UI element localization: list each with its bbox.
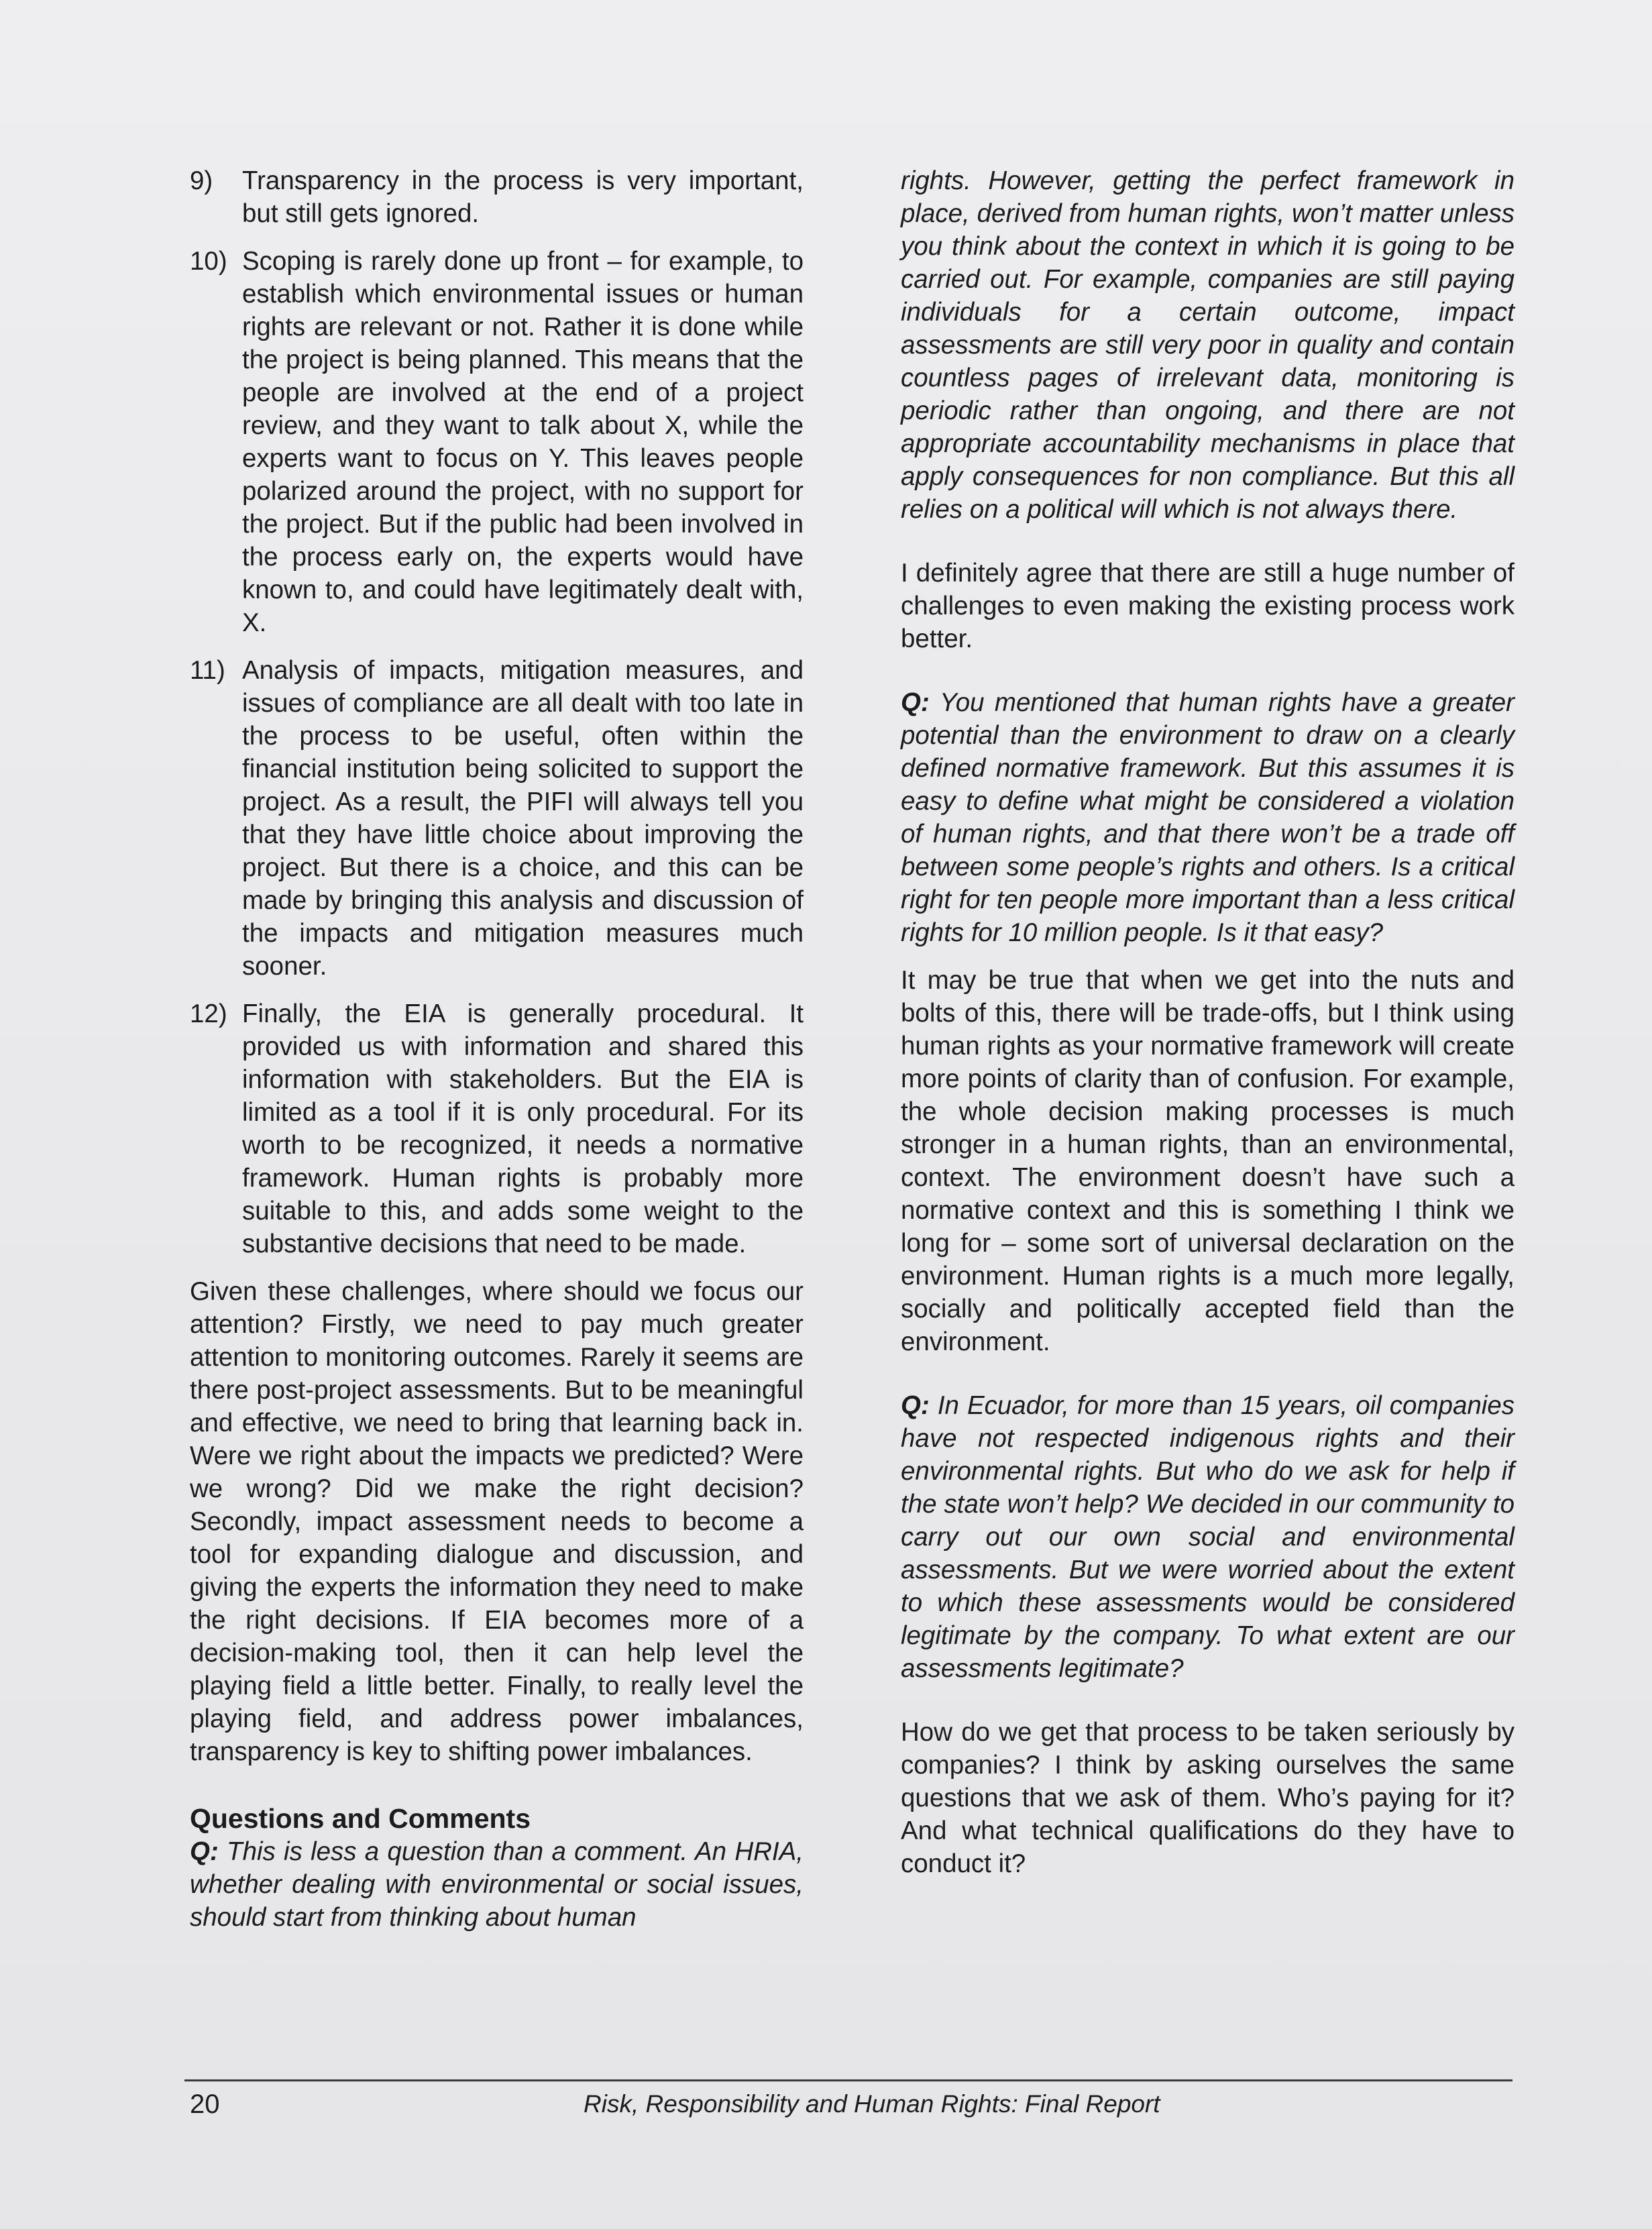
question-label: Q: xyxy=(901,688,930,717)
question-text: You mentioned that human rights have a greater potential than the environment to draw on a clearly defined normative framework. But this assumes it is easy to define what might be considered a violation of human rights, and that there won’t be a trade off between some people’s rights and others. Is a critical right for ten people more important than a less critical rights for 10 million people. Is it that easy? xyxy=(901,688,1515,947)
answer-paragraph: I definitely agree that there are still a huge number of challenges to even making the existing process work better. xyxy=(901,559,1515,653)
list-number: 9) xyxy=(190,166,213,195)
running-title: Risk, Responsibility and Human Rights: Final Report xyxy=(584,2090,1160,2118)
list-item xyxy=(190,997,804,1260)
list-item-text: Analysis of impacts, mitigation measures, and issues of compliance are all dealt with too late in the process to be useful, often within the financial institution being solicited to support the project. As a result, the PIFI will always tell you that they have little choice about improving the project. But there is a choice, and this can be made by bringing this analysis and discussion of the impacts and mitigation measures much sooner. xyxy=(242,656,804,981)
question-paragraph xyxy=(901,686,1515,949)
question-text: In Ecuador, for more than 15 years, oil companies have not respected indigenous rights and their environmental rights. But who do we ask for help if the state won’t help? We decided in our community to carry out our own social and environmental assessments. But we were worried about the extent to which these assessments would be considered legitimate by the company. To what extent are our assessments legitimate? xyxy=(901,1391,1515,1683)
answer-paragraph: How do we get that process to be taken seriously by companies? I think by asking ourselves the same questions that we ask of them. Who’s paying for it? And what technical qualifications do they have to conduct it? xyxy=(901,1718,1515,1878)
body-paragraph: Given these challenges, where should we focus our attention? Firstly, we need to pay much greater attention to monitoring outcomes. Rarely it seems are there post-project assessments. But to be meaningful and effective, we need to bring that learning back in. Were we right about the impacts we predicted? Were we wrong? Did we make the right decision? Secondly, impact assessment needs to become a tool for expanding dialogue and discussion, and giving the experts the information they need to make the right decisions. If EIA becomes more of a decision-making tool, then it can help level the playing field a little better. Finally, to really level the playing field, and address power imbalances, transparency is key to shifting power imbalances. xyxy=(190,1277,804,1766)
list-item xyxy=(190,164,804,230)
answer-paragraph: It may be true that when we get into the nuts and bolts of this, there will be trade-offs, but I think using human rights as your normative framework will create more points of clarity than of confusion. For example, the whole decision making processes is much stronger in a human rights, than an environmental, context. The environment doesn’t have such a normative context and this is something I think we long for – some sort of universal declaration on the environment. Human rights is a much more legally, socially and politically accepted field than the environment. xyxy=(901,966,1515,1356)
list-number: 12) xyxy=(190,999,227,1028)
list-item xyxy=(190,245,804,639)
question-paragraph xyxy=(901,1389,1515,1685)
list-number: 11) xyxy=(190,656,225,685)
question-label: Q: xyxy=(901,1391,930,1420)
list-item-text: Transparency in the process is very important, but still gets ignored. xyxy=(242,166,804,228)
list-item-text: Scoping is rarely done up front – for example, to establish which environmental issues or human rights are relevant or not. Rather it is done while the project is being planned. This means that the people are involved at the end of a project review, and they want to talk about X, while the experts want to focus on Y. This leaves people polarized around the project, with no support for the project. But if the public had been involved in the process early on, the experts would have known to, and could have legitimately dealt with, X. xyxy=(242,247,804,637)
page-number: 20 xyxy=(190,2089,220,2119)
list-item xyxy=(190,654,804,983)
question-label: Q: xyxy=(190,1837,219,1866)
footer-rule xyxy=(184,2079,1512,2081)
left-column xyxy=(190,164,804,1949)
list-item-text: Finally, the EIA is generally procedural. It provided us with information and shared this information with stakeholders. But the EIA is limited as a tool if it is only procedural. For its worth to be recognized, it needs a normative framework. Human rights is probably more suitable to this, and adds some weight to the substantive decisions that need to be made. xyxy=(242,999,804,1258)
right-column xyxy=(901,164,1515,1895)
question-text: This is less a question than a comment. An HRIA, whether dealing with environmental or social issues, should start from thinking about human xyxy=(190,1837,804,1932)
question-paragraph xyxy=(190,1835,804,1934)
section-heading: Questions and Comments xyxy=(190,1803,531,1834)
question-continuation: rights. However, getting the perfect framework in place, derived from human rights, won’t matter unless you think about the context in which it is going to be carried out. For example, companies are still paying individuals for a certain outcome, impact assessments are still very poor in quality and contain countless pages of irrelevant data, monitoring is periodic rather than ongoing, and there are not appropriate accountability mechanisms in place that apply consequences for non compliance. But this all relies on a political will which is not always there. xyxy=(901,166,1515,524)
list-number: 10) xyxy=(190,247,227,276)
